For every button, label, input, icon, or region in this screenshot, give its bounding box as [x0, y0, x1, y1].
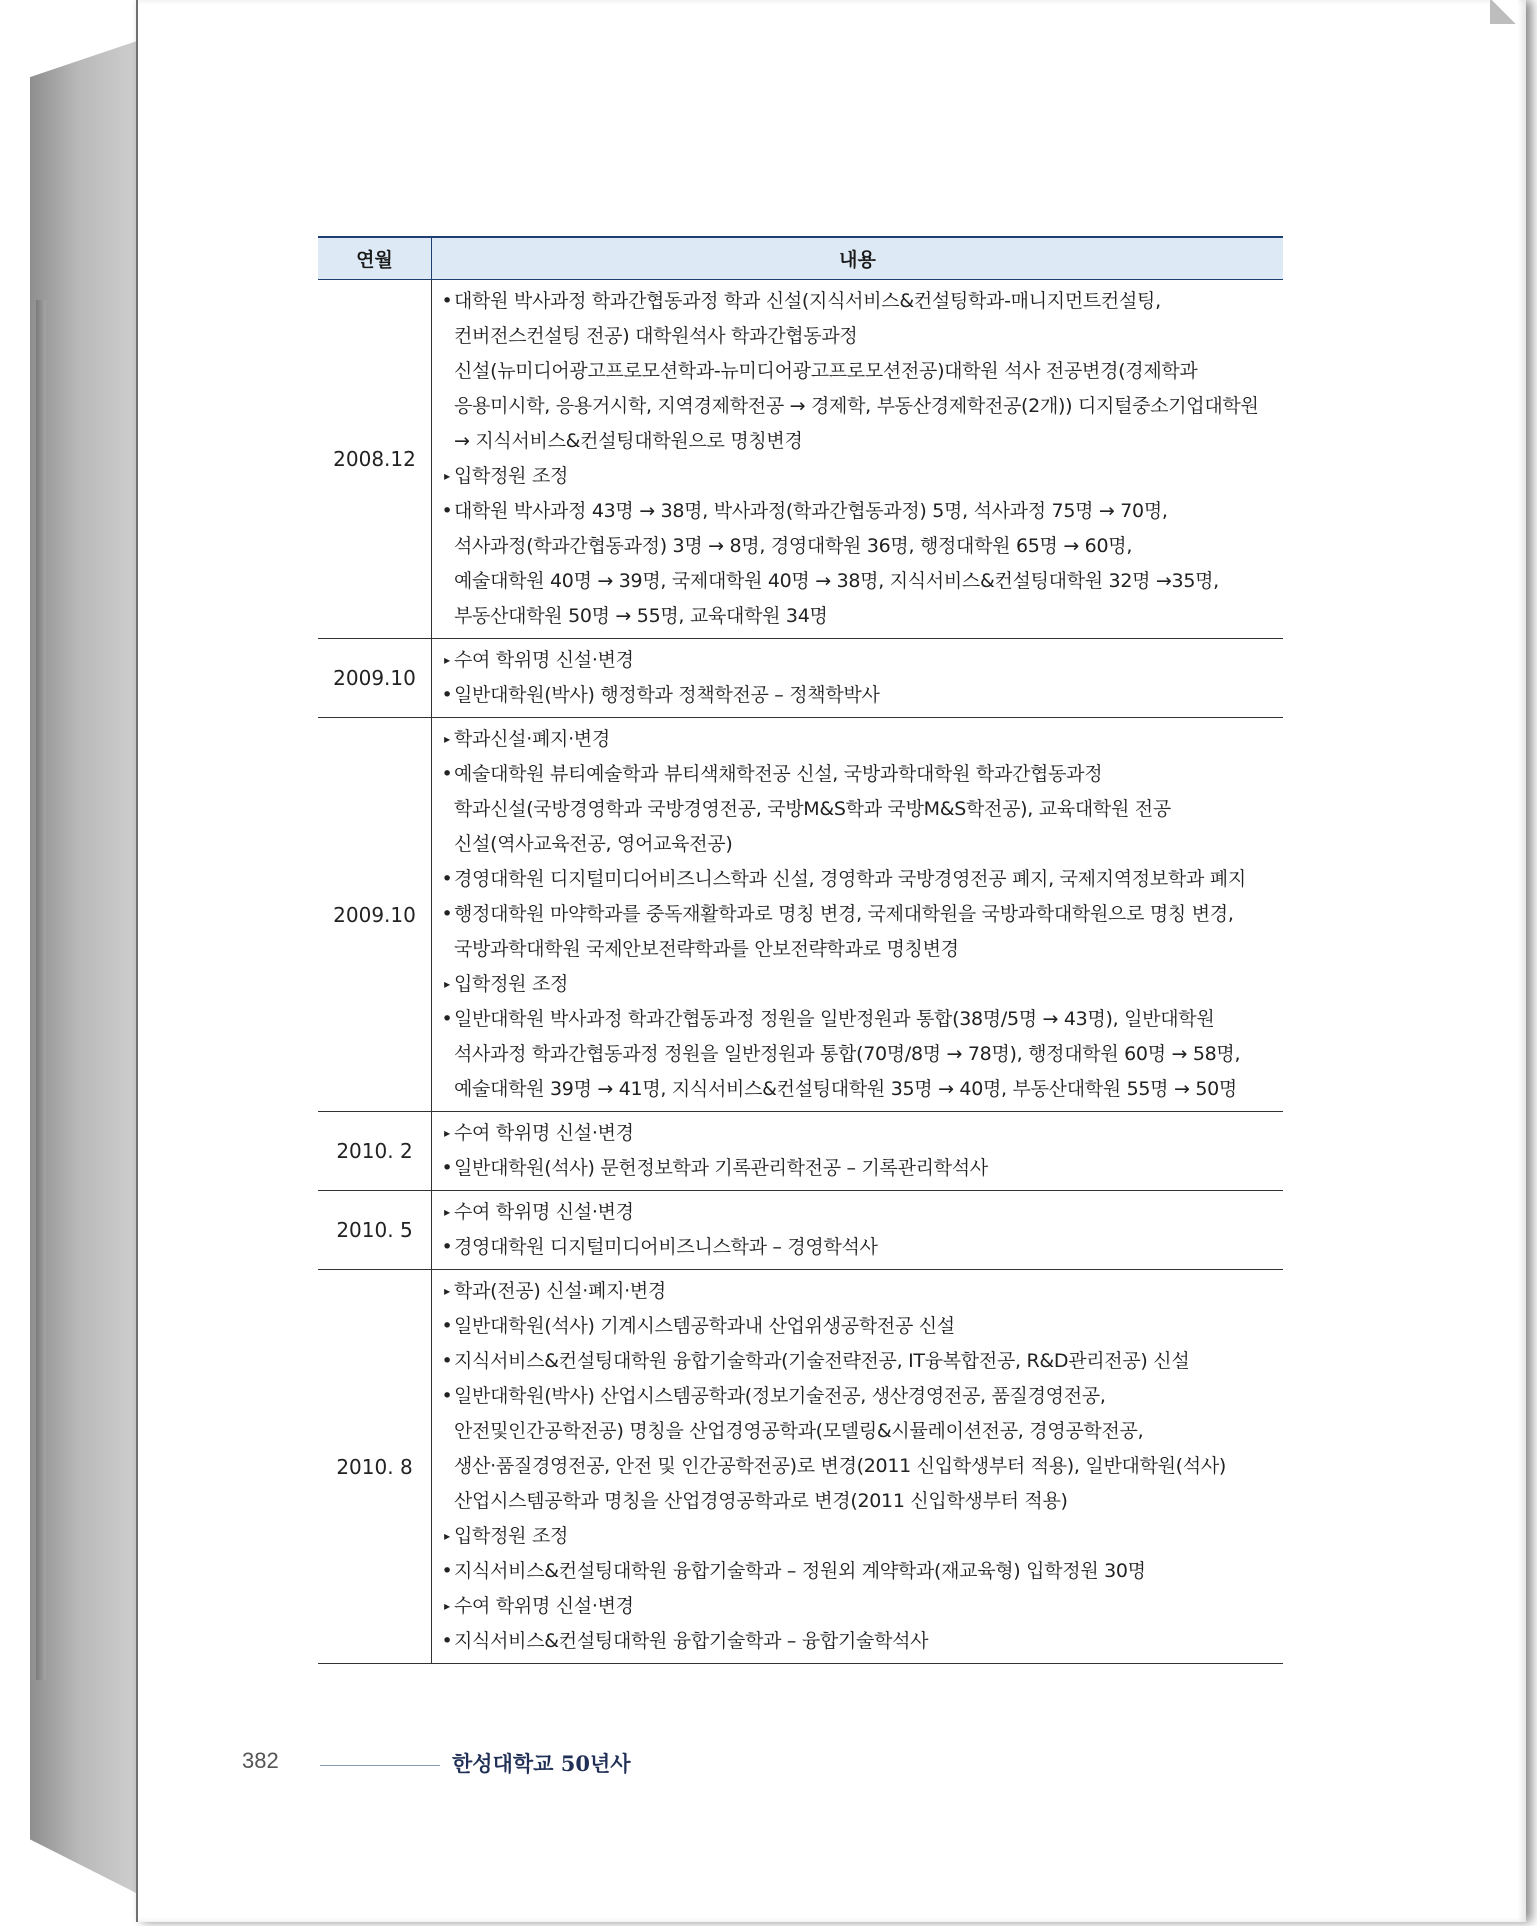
date-cell: 2010. 2 [318, 1112, 432, 1191]
table-row [318, 1112, 1283, 1191]
history-table [318, 236, 1283, 1664]
continuation-line: 신설(뉴미디어광고프로모션학과-뉴미디어광고프로모션전공)대학원 석사 전공변경(경제학과 [454, 360, 1198, 382]
content-cell [432, 639, 1284, 718]
bullet-item: • 일반대학원(박사) 산업시스템공학과(정보기술전공, 생산경영전공, 품질경영전공, [440, 1379, 1283, 1414]
section-heading: ▸ 학과신설·폐지·변경 [440, 722, 1283, 757]
bullet-item: • 일반대학원(석사) 기계시스템공학과내 산업위생공학전공 신설 [440, 1309, 1283, 1344]
bullet-item: • 일반대학원(석사) 문헌정보학과 기록관리학전공 – 기록관리학석사 [440, 1151, 1283, 1186]
bullet-item: • 지식서비스&컨설팅대학원 융합기술학과 – 융합기술학석사 [440, 1624, 1283, 1659]
bullet-item: • 경영대학원 디지털미디어비즈니스학과 신설, 경영학과 국방경영전공 폐지, 국제지역정보학과 폐지 [440, 862, 1283, 897]
footer-divider [320, 1765, 440, 1766]
content-cell [432, 1112, 1284, 1191]
date-cell: 2010. 5 [318, 1191, 432, 1270]
section-heading: ▸ 수여 학위명 신설·변경 [440, 1116, 1283, 1151]
section-heading: ▸ 입학정원 조정 [440, 459, 1283, 494]
date-cell: 2009.10 [318, 718, 432, 1112]
bullet-item: • 예술대학원 뷰티예술학과 뷰티색채학전공 신설, 국방과학대학원 학과간협동과정 [440, 757, 1283, 792]
section-heading: ▸ 학과(전공) 신설·폐지·변경 [440, 1274, 1283, 1309]
content-cell [432, 1191, 1284, 1270]
date-cell: 2010. 8 [318, 1270, 432, 1664]
bullet-item: • 일반대학원(박사) 행정학과 정책학전공 – 정책학박사 [440, 678, 1283, 713]
section-heading: ▸ 입학정원 조정 [440, 967, 1283, 1002]
continuation-line: 생산·품질경영전공, 안전 및 인간공학전공)로 변경(2011 신입학생부터 적용), 일반대학원(석사) [454, 1455, 1227, 1477]
table-row [318, 639, 1283, 718]
continuation-line: 산업시스템공학과 명칭을 산업경영공학과로 변경(2011 신입학생부터 적용) [454, 1490, 1068, 1512]
continuation-line: 컨버전스컨설팅 전공) 대학원석사 학과간협동과정 [454, 325, 858, 347]
content-cell [432, 280, 1284, 639]
bullet-item: • 대학원 박사과정 학과간협동과정 학과 신설(지식서비스&컨설팅학과-매니지먼트컨설팅, [440, 284, 1283, 319]
continuation-line: 예술대학원 40명 → 39명, 국제대학원 40명 → 38명, 지식서비스&컨설팅대학원 32명 →35명, [454, 570, 1219, 592]
continuation-line: 안전및인간공학전공) 명칭을 산업경영공학과(모델링&시뮬레이션전공, 경영공학전공, [454, 1420, 1144, 1442]
table-header-row [318, 237, 1283, 280]
continuation-line: 국방과학대학원 국제안보전략학과를 안보전략학과로 명칭변경 [454, 938, 959, 960]
continuation-line: 응용미시학, 응용거시학, 지역경제학전공 → 경제학, 부동산경제학전공(2개)) 디지털중소기업대학원 [454, 395, 1259, 417]
page-number: 382 [242, 1748, 279, 1773]
bullet-item: • 대학원 박사과정 43명 → 38명, 박사과정(학과간협동과정) 5명, 석사과정 75명 → 70명, [440, 494, 1283, 529]
date-cell: 2008.12 [318, 280, 432, 639]
table-row [318, 718, 1283, 1112]
table-row [318, 280, 1283, 639]
bullet-item: • 일반대학원 박사과정 학과간협동과정 정원을 일반정원과 통합(38명/5명 → 43명), 일반대학원 [440, 1002, 1283, 1037]
book-title: 한성대학교 50년사 [452, 1751, 631, 1776]
section-heading: ▸ 수여 학위명 신설·변경 [440, 643, 1283, 678]
continuation-line: 예술대학원 39명 → 41명, 지식서비스&컨설팅대학원 35명 → 40명, 부동산대학원 55명 → 50명 [454, 1078, 1237, 1100]
section-heading: ▸ 수여 학위명 신설·변경 [440, 1589, 1283, 1624]
continuation-line: 석사과정 학과간협동과정 정원을 일반정원과 통합(70명/8명 → 78명), 행정대학원 60명 → 58명, [454, 1043, 1241, 1065]
history-table-body [318, 280, 1283, 1664]
continuation-line: 석사과정(학과간협동과정) 3명 → 8명, 경영대학원 36명, 행정대학원 65명 → 60명, [454, 535, 1133, 557]
section-heading: ▸ 입학정원 조정 [440, 1519, 1283, 1554]
page-corner-fold [1490, 0, 1518, 24]
content-column-header: 내용 [432, 237, 1284, 280]
continuation-line: → 지식서비스&컨설팅대학원으로 명칭변경 [454, 430, 803, 452]
bullet-item: • 지식서비스&컨설팅대학원 융합기술학과(기술전략전공, IT융복합전공, R&D관리전공) 신설 [440, 1344, 1283, 1379]
book-page-edges [30, 40, 140, 1895]
bullet-item: • 경영대학원 디지털미디어비즈니스학과 – 경영학석사 [440, 1230, 1283, 1265]
continuation-line: 부동산대학원 50명 → 55명, 교육대학원 34명 [454, 605, 828, 627]
section-heading: ▸ 수여 학위명 신설·변경 [440, 1195, 1283, 1230]
table-row [318, 1191, 1283, 1270]
table-row [318, 1270, 1283, 1664]
date-cell: 2009.10 [318, 639, 432, 718]
continuation-line: 신설(역사교육전공, 영어교육전공) [454, 833, 733, 855]
date-column-header: 연월 [318, 237, 432, 280]
bullet-item: • 지식서비스&컨설팅대학원 융합기술학과 – 정원외 계약학과(재교육형) 입학정원 30명 [440, 1554, 1283, 1589]
content-cell [432, 1270, 1284, 1664]
continuation-line: 학과신설(국방경영학과 국방경영전공, 국방M&S학과 국방M&S학전공), 교육대학원 전공 [454, 798, 1171, 820]
bullet-item: • 행정대학원 마약학과를 중독재활학과로 명칭 변경, 국제대학원을 국방과학대학원으로 명칭 변경, [440, 897, 1283, 932]
content-cell [432, 718, 1284, 1112]
